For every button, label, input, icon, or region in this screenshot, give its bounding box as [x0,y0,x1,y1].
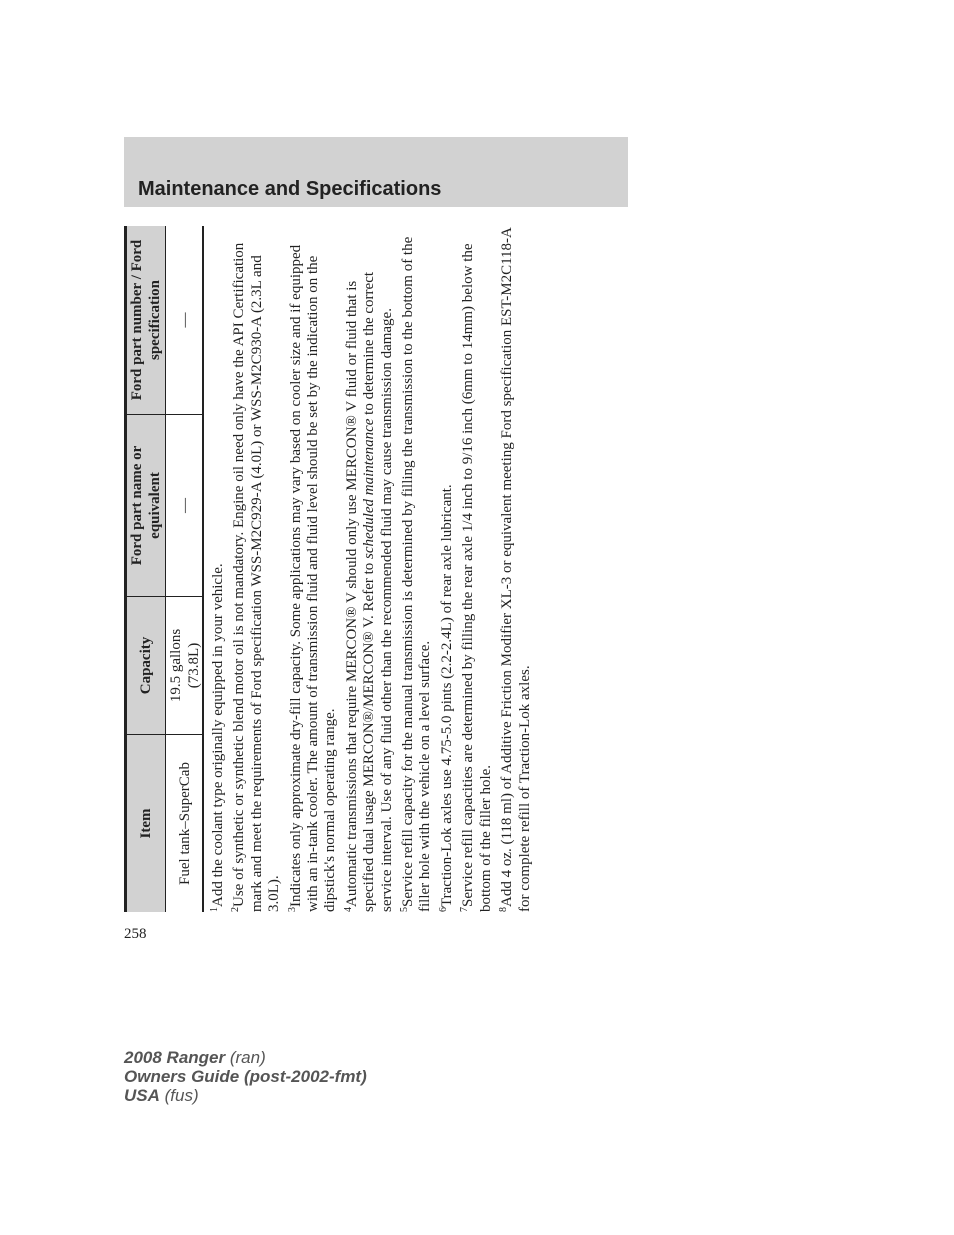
table-row [166,226,204,912]
specifications-table [124,226,204,912]
footer-line-model: 2008 Ranger (ran) [124,1048,266,1067]
section-title: Maintenance and Specifications [138,178,442,200]
footnote-2 [231,226,283,912]
footer-line-guide: Owners Guide (post-2002-fmt) [124,1067,367,1086]
cell-part-number: — [166,226,204,415]
page-number: 258 [124,926,147,942]
column-header-item: Item [138,808,154,839]
footnote-mark: 7 [459,907,471,912]
footnote-text: Service refill capacity for the manual transmission is determined by filling the transmission to the bottom of the filler hole with the vehicle on a level surface. [400,236,434,912]
footnote-text-end: to determine the correct service interval. Use of any fluid other than the recommended fluid may cause transmission damage. [361,271,395,912]
footnote-6 [439,226,456,912]
footnote-text: Indicates only approximate dry-fill capacity. Some applications may vary based on cooler size and if equipped with an in-tank cooler. The amount of transmission fluid and fluid level should be set by the indication on the dipstick's normal operating range. [287,244,339,912]
footnote-mark: 6 [437,907,449,912]
footnote-emphasis: scheduled maintenance [361,418,378,559]
section-header-band [124,137,628,207]
cell-item: Fuel tank–SuperCab [177,762,193,885]
rotated-page [124,226,564,912]
footnote-text: Add 4 oz. (118 ml) of Additive Friction Modifier XL-3 or equivalent meeting Ford specification EST-M2C118-A for complete refill of Traction-Lok axles. [499,227,533,912]
footnote-4 [344,226,396,912]
footnote-8 [499,226,534,912]
footnote-3 [288,226,340,912]
footnote-text: Service refill capacities are determined by filling the rear axle 1/4 inch to 9/16 inch (6mm to 14mm) below the bottom of the filler hole. [460,243,494,912]
footnote-text: Traction-Lok axles use 4.75-5.0 pints (2.2-2.4L) of rear axle lubricant. [438,484,455,907]
capacity-gallons: 19.5 gallons [168,628,184,703]
footnote-mark: 3 [286,907,298,912]
column-header-capacity: Capacity [127,597,165,735]
footnote-7 [460,226,495,912]
column-header-part-name: Ford part name or equivalent [127,415,165,597]
footnote-text-start: Automatic transmissions that require MERCON® V should only use MERCON® V fluid or fluid that is specified dual usage MERCON®/MERCON® V. Refer to [343,280,378,912]
footnote-mark: 8 [498,907,510,912]
footer-line-market: USA (fus) [124,1086,199,1105]
footnote-mark: 5 [399,907,411,912]
rotated-content [124,226,564,912]
footnote-mark: 1 [209,907,220,912]
capacity-liters: (73.8L) [186,642,202,689]
footnotes [210,226,538,912]
footnote-mark: 4 [342,907,354,912]
cell-capacity [166,597,204,735]
footnote-mark: 2 [230,907,242,912]
footnote-text: Add the coolant type originally equipped in your vehicle. [210,563,226,907]
footnote-5 [400,226,435,912]
document-footer [124,1048,367,1105]
footnote-text: Use of synthetic or synthetic blend motor oil is not mandatory. Engine oil need only have the API Certification mark and meet the requirements of Ford specification WSS-M2C929-A (4.0L) or WSS-M2C930-A (2.3L and 3.0L). [231,242,283,912]
column-header-part-number: Ford part number / Ford specification [127,226,165,415]
footnote-1 [210,226,227,912]
cell-part-name: — [166,415,204,597]
table-header [127,226,166,912]
